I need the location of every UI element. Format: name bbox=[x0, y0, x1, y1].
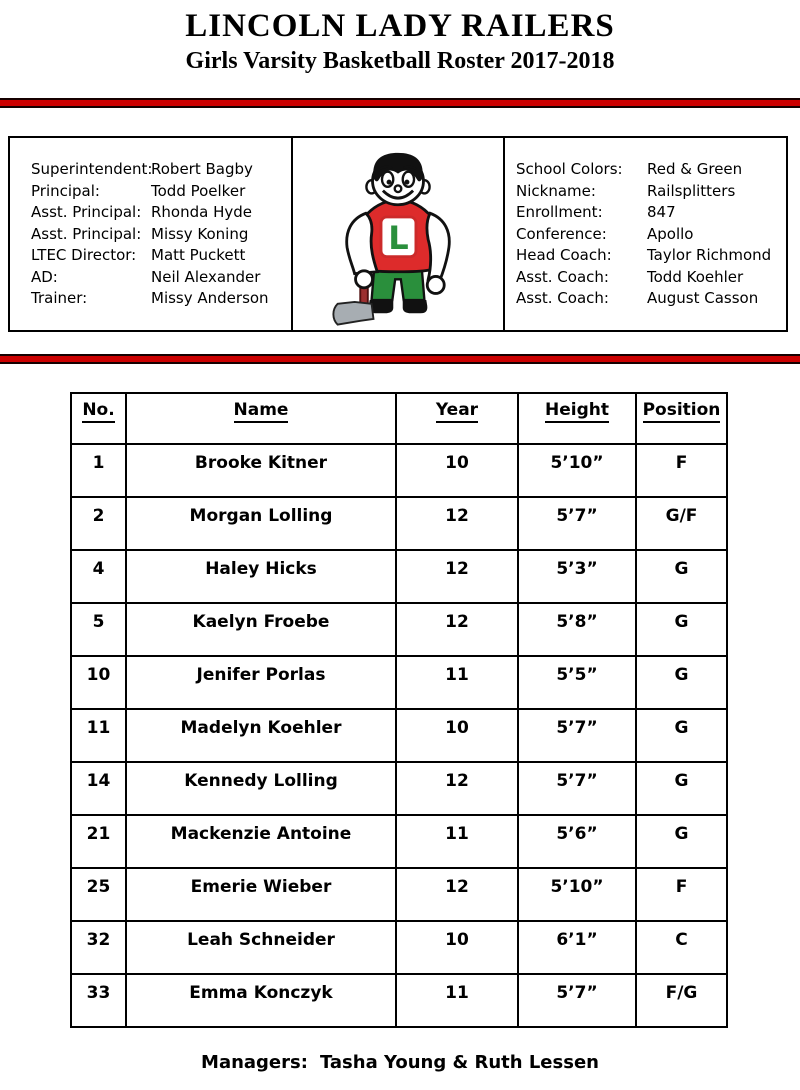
roster-table-header bbox=[71, 393, 727, 444]
mascot-eye-left bbox=[382, 172, 393, 187]
player-row bbox=[71, 815, 727, 868]
mascot-cell bbox=[293, 138, 505, 330]
header-label: Position bbox=[643, 400, 721, 423]
info-row-ltec-director bbox=[31, 245, 291, 267]
cell-height: 5’8” bbox=[518, 603, 636, 656]
info-row-ad bbox=[31, 267, 291, 289]
school-info-column bbox=[505, 138, 786, 330]
info-value: Rhonda Hyde bbox=[151, 203, 253, 221]
header-label: No. bbox=[82, 400, 114, 423]
header-label: Height bbox=[545, 400, 609, 423]
mascot-pupil-left bbox=[387, 180, 392, 185]
info-label: Conference: bbox=[516, 224, 607, 243]
cell-name: Kaelyn Froebe bbox=[126, 603, 396, 656]
player-row bbox=[71, 974, 727, 1027]
badge-letter: L bbox=[388, 219, 409, 258]
player-row bbox=[71, 550, 727, 603]
info-value: Todd Koehler bbox=[647, 267, 744, 286]
info-label: Asst. Principal: bbox=[31, 203, 142, 221]
cell-no: 1 bbox=[71, 444, 126, 497]
info-label: Nickname: bbox=[516, 181, 596, 200]
cell-name: Haley Hicks bbox=[126, 550, 396, 603]
cell-height: 5’7” bbox=[518, 974, 636, 1027]
cell-year: 10 bbox=[396, 921, 518, 974]
info-row-asst-coach-1 bbox=[516, 267, 786, 289]
cell-no: 33 bbox=[71, 974, 126, 1027]
info-row-conference bbox=[516, 224, 786, 246]
managers-names: Tasha Young & Ruth Lessen bbox=[319, 1052, 599, 1073]
info-value: Missy Anderson bbox=[151, 289, 269, 307]
info-row-school-colors bbox=[516, 159, 786, 181]
info-value: Missy Koning bbox=[151, 224, 249, 243]
divider-rule-bottom bbox=[0, 354, 800, 364]
cell-year: 12 bbox=[396, 868, 518, 921]
mascot-pupil-right bbox=[405, 180, 410, 185]
header-cell-name bbox=[126, 393, 396, 444]
cell-no: 21 bbox=[71, 815, 126, 868]
cell-year: 10 bbox=[396, 444, 518, 497]
mascot-arm-right bbox=[427, 213, 449, 286]
info-row-head-coach bbox=[516, 245, 786, 267]
cell-position: C bbox=[636, 921, 727, 974]
info-row-asst-principal-2 bbox=[31, 224, 291, 246]
info-value: Matt Puckett bbox=[151, 246, 246, 264]
divider-rule-top bbox=[0, 98, 800, 108]
cell-year: 11 bbox=[396, 656, 518, 709]
cell-name: Mackenzie Antoine bbox=[126, 815, 396, 868]
cell-height: 5’3” bbox=[518, 550, 636, 603]
school-info-box bbox=[8, 136, 788, 332]
info-label: Trainer: bbox=[31, 289, 88, 307]
info-label: Asst. Coach: bbox=[516, 289, 609, 307]
info-label: Principal: bbox=[31, 181, 100, 200]
player-row bbox=[71, 868, 727, 921]
cell-position: F bbox=[636, 868, 727, 921]
player-row bbox=[71, 656, 727, 709]
player-row bbox=[71, 921, 727, 974]
cell-position: F/G bbox=[636, 974, 727, 1027]
info-label: School Colors: bbox=[516, 160, 623, 178]
mascot-eye-right bbox=[403, 172, 414, 187]
cell-position: G/F bbox=[636, 497, 727, 550]
info-value: Robert Bagby bbox=[151, 160, 253, 178]
info-label: Superintendent: bbox=[31, 160, 153, 178]
cell-height: 6’1” bbox=[518, 921, 636, 974]
info-value: 847 bbox=[647, 203, 676, 221]
info-value: Neil Alexander bbox=[151, 267, 261, 286]
cell-year: 12 bbox=[396, 762, 518, 815]
cell-name: Jenifer Porlas bbox=[126, 656, 396, 709]
info-value: Apollo bbox=[647, 224, 694, 243]
mascot-fist-left bbox=[356, 271, 373, 288]
cell-no: 25 bbox=[71, 868, 126, 921]
info-value: Railsplitters bbox=[647, 181, 736, 200]
roster-table bbox=[70, 392, 728, 1028]
cell-position: F bbox=[636, 444, 727, 497]
info-row-trainer bbox=[31, 288, 291, 310]
info-value: August Casson bbox=[647, 289, 759, 307]
cell-position: G bbox=[636, 762, 727, 815]
info-row-nickname bbox=[516, 181, 786, 203]
header-label: Year bbox=[436, 400, 478, 423]
cell-no: 10 bbox=[71, 656, 126, 709]
cell-no: 32 bbox=[71, 921, 126, 974]
managers-line bbox=[0, 1050, 800, 1076]
player-row bbox=[71, 444, 727, 497]
cell-position: G bbox=[636, 709, 727, 762]
staff-info-column bbox=[10, 138, 293, 330]
info-value: Red & Green bbox=[647, 160, 743, 178]
cell-position: G bbox=[636, 550, 727, 603]
cell-year: 12 bbox=[396, 603, 518, 656]
cell-year: 12 bbox=[396, 497, 518, 550]
info-value: Todd Poelker bbox=[151, 181, 246, 200]
cell-year: 11 bbox=[396, 974, 518, 1027]
cell-no: 4 bbox=[71, 550, 126, 603]
player-row bbox=[71, 762, 727, 815]
player-row bbox=[71, 709, 727, 762]
roster-table-body bbox=[71, 444, 727, 1027]
cell-position: G bbox=[636, 656, 727, 709]
cell-position: G bbox=[636, 603, 727, 656]
cell-name: Emerie Wieber bbox=[126, 868, 396, 921]
header-cell-year bbox=[396, 393, 518, 444]
cell-height: 5’7” bbox=[518, 762, 636, 815]
cell-height: 5’5” bbox=[518, 656, 636, 709]
cell-height: 5’6” bbox=[518, 815, 636, 868]
managers-label: Managers: bbox=[201, 1052, 308, 1073]
info-row-superintendent bbox=[31, 159, 291, 181]
cell-name: Emma Konczyk bbox=[126, 974, 396, 1027]
mascot-shoe-right bbox=[403, 300, 428, 313]
cell-name: Kennedy Lolling bbox=[126, 762, 396, 815]
info-value: Taylor Richmond bbox=[647, 246, 772, 264]
axe-head bbox=[333, 302, 373, 325]
cell-no: 11 bbox=[71, 709, 126, 762]
info-row-asst-principal-1 bbox=[31, 202, 291, 224]
info-label: LTEC Director: bbox=[31, 246, 137, 264]
info-label: Enrollment: bbox=[516, 203, 603, 221]
cell-no: 5 bbox=[71, 603, 126, 656]
player-row bbox=[71, 603, 727, 656]
cell-year: 12 bbox=[396, 550, 518, 603]
railsplitter-mascot-icon bbox=[298, 141, 498, 327]
cell-height: 5’10” bbox=[518, 444, 636, 497]
cell-no: 14 bbox=[71, 762, 126, 815]
mascot-nose bbox=[395, 185, 402, 192]
info-row-principal bbox=[31, 181, 291, 203]
cell-name: Madelyn Koehler bbox=[126, 709, 396, 762]
page-subtitle: Girls Varsity Basketball Roster 2017-2018 bbox=[185, 48, 615, 74]
cell-name: Brooke Kitner bbox=[126, 444, 396, 497]
info-label: Head Coach: bbox=[516, 246, 612, 264]
header-cell-no bbox=[71, 393, 126, 444]
cell-height: 5’7” bbox=[518, 709, 636, 762]
info-label: Asst. Principal: bbox=[31, 224, 142, 243]
cell-year: 10 bbox=[396, 709, 518, 762]
header-label: Name bbox=[234, 400, 289, 423]
info-label: Asst. Coach: bbox=[516, 267, 609, 286]
info-row-asst-coach-2 bbox=[516, 288, 786, 310]
cell-position: G bbox=[636, 815, 727, 868]
cell-name: Leah Schneider bbox=[126, 921, 396, 974]
header-cell-position bbox=[636, 393, 727, 444]
page-title: LINCOLN LADY RAILERS bbox=[185, 8, 615, 44]
mascot-fist-right bbox=[427, 276, 444, 293]
player-row bbox=[71, 497, 727, 550]
cell-name: Morgan Lolling bbox=[126, 497, 396, 550]
cell-year: 11 bbox=[396, 815, 518, 868]
info-label: AD: bbox=[31, 267, 58, 286]
header-row bbox=[71, 393, 727, 444]
info-row-enrollment bbox=[516, 202, 786, 224]
header-cell-height bbox=[518, 393, 636, 444]
cell-no: 2 bbox=[71, 497, 126, 550]
cell-height: 5’7” bbox=[518, 497, 636, 550]
cell-height: 5’10” bbox=[518, 868, 636, 921]
